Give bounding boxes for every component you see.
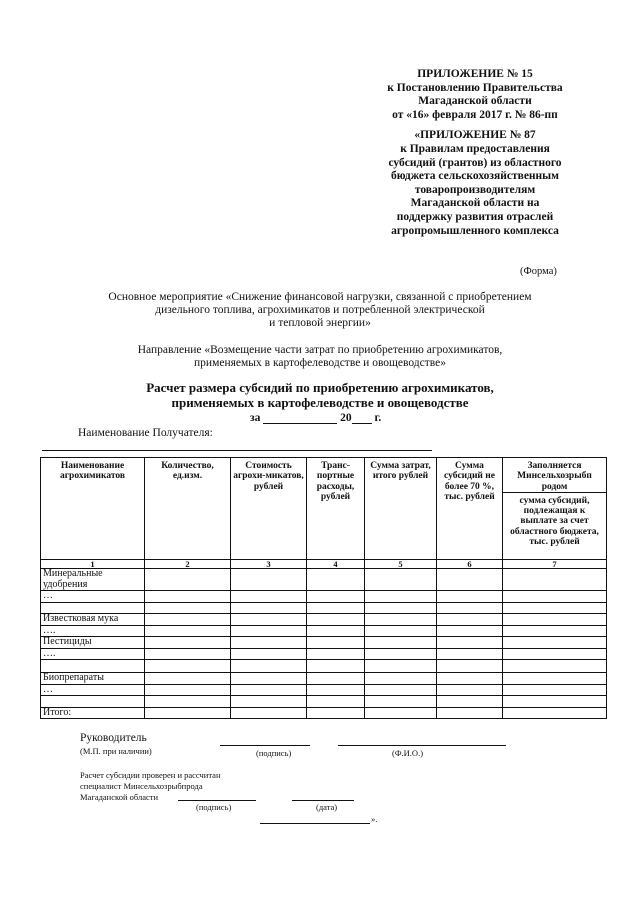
head-signature-field[interactable] (220, 745, 310, 746)
column-number: 1 (41, 560, 145, 569)
table-row (41, 673, 607, 685)
check-date-field[interactable] (292, 800, 354, 801)
rules-line: к Правилам предоставления (400, 142, 550, 155)
measure-line: и тепловой энергии» (269, 317, 371, 329)
col-header-quantity: Количество, ед.изм. (145, 458, 231, 560)
check-line: Расчет субсидии проверен и рассчитан (80, 770, 221, 780)
check-line: специалист Минсельхозрыбпрода (80, 781, 203, 791)
year-suffix: г. (374, 412, 382, 424)
col-header-name: Наименование агрохимикатов (41, 458, 145, 560)
col-header-cost: Стоимость агрохи-микатов, рублей (231, 458, 307, 560)
rules-line: бюджета сельскохозяйственным (391, 170, 559, 183)
stamp-note: (М.П. при наличии) (80, 746, 152, 756)
document-title (60, 381, 580, 410)
head-label: Руководитель (80, 732, 147, 744)
period-prefix: за (250, 412, 261, 424)
table-row (41, 648, 607, 660)
recipient-field[interactable] (42, 450, 432, 451)
total-label: Итого: (41, 707, 145, 719)
row-label (41, 660, 145, 673)
resolution-date: от «16» февраля 2017 г. № 86-пп (392, 108, 558, 121)
table-row (41, 591, 607, 603)
year-blank[interactable] (352, 412, 372, 424)
title-line: применяемых в картофелеводстве и овощеводстве (171, 394, 469, 410)
title-line: Расчет размера субсидий по приобретению агрохимикатов, (146, 380, 494, 395)
column-number-row (41, 560, 607, 569)
region-line: Магаданской области (418, 95, 532, 108)
table-row (41, 602, 607, 614)
main-measure (40, 291, 600, 330)
period-blank[interactable] (263, 412, 337, 424)
head-name-field[interactable] (338, 745, 506, 746)
row-label: Пестициды (41, 637, 145, 649)
total-row (41, 707, 607, 719)
row-label (41, 696, 145, 708)
column-number: 3 (231, 560, 307, 569)
row-label: …. (41, 648, 145, 660)
appendix-header (330, 68, 620, 238)
signature-caption: (подпись) (256, 748, 292, 758)
col-header-transport: Транс-портные расходы, рублей (307, 458, 365, 560)
table-row (41, 684, 607, 696)
specialist-signature-caption: (подпись) (196, 802, 232, 812)
appendix-15-title: ПРИЛОЖЕНИЕ № 15 (417, 68, 533, 80)
resolution-line: к Постановлению Правительства (387, 81, 563, 94)
row-label: Биопрепараты (41, 673, 145, 685)
column-number: 2 (145, 560, 231, 569)
table-row (41, 625, 607, 637)
fio-caption: (Ф.И.О.) (392, 748, 424, 758)
row-label (41, 602, 145, 614)
table-row (41, 569, 607, 591)
measure-line: Основное мероприятие «Снижение финансовой нагрузки, связанной с приобретением (108, 291, 532, 303)
rules-line: поддержку развития отраслей (396, 210, 554, 223)
check-note (80, 770, 221, 803)
row-label: … (41, 684, 145, 696)
table-header-row (41, 458, 607, 493)
appendix-87-title: «ПРИЛОЖЕНИЕ № 87 (414, 129, 536, 142)
direction-line: Направление «Возмещение части затрат по приобретению агрохимикатов, (137, 344, 503, 356)
row-label: Минеральные удобрения (41, 569, 145, 591)
closing-mark: ». (371, 814, 378, 824)
table-row (41, 660, 607, 673)
row-label: …. (41, 625, 145, 637)
direction-line: применяемых в картофелеводстве и овощеводстве» (194, 357, 446, 369)
column-number: 4 (307, 560, 365, 569)
recipient-label: Наименование Получателя: (78, 427, 213, 439)
table-row (41, 696, 607, 708)
column-number: 7 (503, 560, 607, 569)
col-header-total: Сумма затрат, итого рублей (365, 458, 437, 560)
year-prefix: 20 (340, 412, 352, 424)
rules-line: агропромышленного комплекса (391, 224, 559, 237)
col-header-payable: сумма субсидий, подлежащая к выплате за счет областного бюджета, тыс. рублей (503, 492, 607, 559)
calculation-table (40, 457, 607, 719)
closing-field[interactable] (260, 823, 370, 824)
table-row (41, 637, 607, 649)
column-number: 5 (365, 560, 437, 569)
col-header-subsidy: Сумма субсидий не более 70 %, тыс. рублей (437, 458, 503, 560)
date-caption: (дата) (316, 802, 338, 812)
specialist-signature-field[interactable] (178, 800, 256, 801)
rules-line: субсидий (грантов) из областного (388, 156, 562, 169)
row-label: Известковая мука (41, 614, 145, 626)
table-row (41, 614, 607, 626)
direction (40, 344, 600, 370)
period-line (250, 412, 381, 424)
rules-line: товаропроизводителям (414, 183, 536, 196)
measure-line: дизельного топлива, агрохимикатов и потребленной электрической (155, 304, 485, 316)
form-label: (Форма) (520, 266, 557, 277)
row-label: … (41, 591, 145, 603)
check-line: Магаданской области (80, 792, 159, 802)
col-header-ministry: Заполняется Минсельхозрыбп родом (503, 458, 607, 493)
column-number: 6 (437, 560, 503, 569)
rules-line: Магаданской области на (410, 197, 540, 210)
